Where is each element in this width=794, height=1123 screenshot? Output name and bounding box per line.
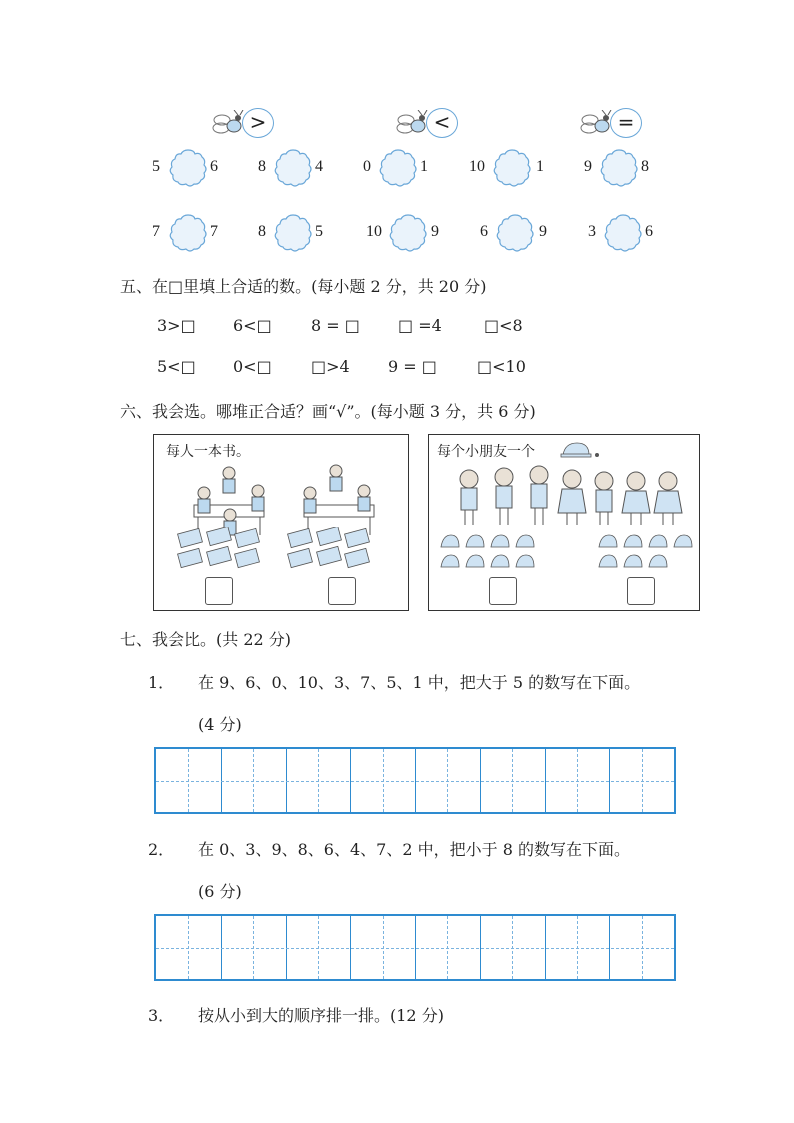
left-number: 10 xyxy=(469,158,485,175)
blank-flower-icon[interactable] xyxy=(273,213,313,253)
fill-blank-item[interactable]: 9 = □ xyxy=(388,357,437,376)
right-number: 6 xyxy=(645,223,653,240)
right-number: 9 xyxy=(539,223,547,240)
less-symbol: < xyxy=(426,108,458,138)
question-2-text: 在 0、3、9、8、6、4、7、2 中，把小于 8 的数写在下面。 xyxy=(198,840,630,859)
answer-grid-1[interactable] xyxy=(154,747,676,814)
question-3-text: 按从小到大的顺序排一排。(12 分) xyxy=(198,1006,444,1025)
answer-checkbox[interactable] xyxy=(205,577,233,605)
left-number: 6 xyxy=(480,223,488,240)
right-number: 1 xyxy=(420,158,428,175)
fill-blank-item[interactable]: □ =4 xyxy=(398,316,442,335)
answer-checkbox[interactable] xyxy=(328,577,356,605)
right-number: 7 xyxy=(210,223,218,240)
right-number: 8 xyxy=(641,158,649,175)
fill-blank-item[interactable]: □>4 xyxy=(311,357,350,376)
section-5-title: 五、在□里填上合适的数。(每小题 2 分，共 20 分) xyxy=(120,277,487,296)
blank-flower-icon[interactable] xyxy=(495,213,535,253)
fill-blank-item[interactable]: □<8 xyxy=(484,316,523,335)
firefly-icon xyxy=(212,110,246,138)
answer-grid-2[interactable] xyxy=(154,914,676,981)
answer-checkbox[interactable] xyxy=(489,577,517,605)
hats-picture-panel xyxy=(428,434,700,611)
grid-mid-guide xyxy=(156,948,674,949)
left-number: 3 xyxy=(588,223,596,240)
blank-flower-icon[interactable] xyxy=(599,148,639,188)
blank-flower-icon[interactable] xyxy=(168,213,208,253)
question-2-score: (6 分) xyxy=(198,882,242,901)
fill-blank-item[interactable]: 8 = □ xyxy=(311,316,360,335)
panel-caption: 每人一本书。 xyxy=(166,444,250,460)
hat-icon xyxy=(559,439,609,459)
fill-blank-item[interactable]: 5<□ xyxy=(157,357,196,376)
left-number: 5 xyxy=(152,158,160,175)
children-illustration xyxy=(454,465,684,535)
books-picture-panel xyxy=(153,434,409,611)
blank-flower-icon[interactable] xyxy=(492,148,532,188)
firefly-badge-greater xyxy=(212,108,272,138)
fill-blank-item[interactable]: 6<□ xyxy=(233,316,272,335)
right-number: 9 xyxy=(431,223,439,240)
answer-checkbox[interactable] xyxy=(627,577,655,605)
section-7-title: 七、我会比。(共 22 分) xyxy=(120,630,292,649)
firefly-icon xyxy=(396,110,430,138)
question-2-number: 2． xyxy=(148,840,175,859)
blank-flower-icon[interactable] xyxy=(273,148,313,188)
left-number: 8 xyxy=(258,223,266,240)
left-number: 9 xyxy=(584,158,592,175)
grid-mid-guide xyxy=(156,781,674,782)
firefly-badge-less xyxy=(396,108,456,138)
left-number: 7 xyxy=(152,223,160,240)
fill-blank-item[interactable]: 0<□ xyxy=(233,357,272,376)
firefly-icon xyxy=(580,110,614,138)
greater-symbol: > xyxy=(242,108,274,138)
question-1-text: 在 9、6、0、10、3、7、5、1 中，把大于 5 的数写在下面。 xyxy=(198,673,641,692)
left-number: 0 xyxy=(363,158,371,175)
right-number: 5 xyxy=(315,223,323,240)
question-3-number: 3． xyxy=(148,1006,175,1025)
fill-blank-item[interactable]: 3>□ xyxy=(157,316,196,335)
question-1-number: 1． xyxy=(148,673,175,692)
right-number: 1 xyxy=(536,158,544,175)
blank-flower-icon[interactable] xyxy=(168,148,208,188)
fill-blank-item[interactable]: □<10 xyxy=(477,357,526,376)
blank-flower-icon[interactable] xyxy=(388,213,428,253)
books-illustration xyxy=(174,527,394,577)
blank-flower-icon[interactable] xyxy=(378,148,418,188)
section-6-title: 六、我会选。哪堆正合适？画“√”。(每小题 3 分，共 6 分) xyxy=(120,402,536,421)
hats-illustration xyxy=(439,531,694,573)
right-number: 4 xyxy=(315,158,323,175)
right-number: 6 xyxy=(210,158,218,175)
blank-flower-icon[interactable] xyxy=(603,213,643,253)
left-number: 8 xyxy=(258,158,266,175)
equal-symbol: = xyxy=(610,108,642,138)
firefly-badge-equal xyxy=(580,108,640,138)
left-number: 10 xyxy=(366,223,382,240)
panel-caption: 每个小朋友一个 xyxy=(437,444,535,460)
question-1-score: (4 分) xyxy=(198,715,242,734)
